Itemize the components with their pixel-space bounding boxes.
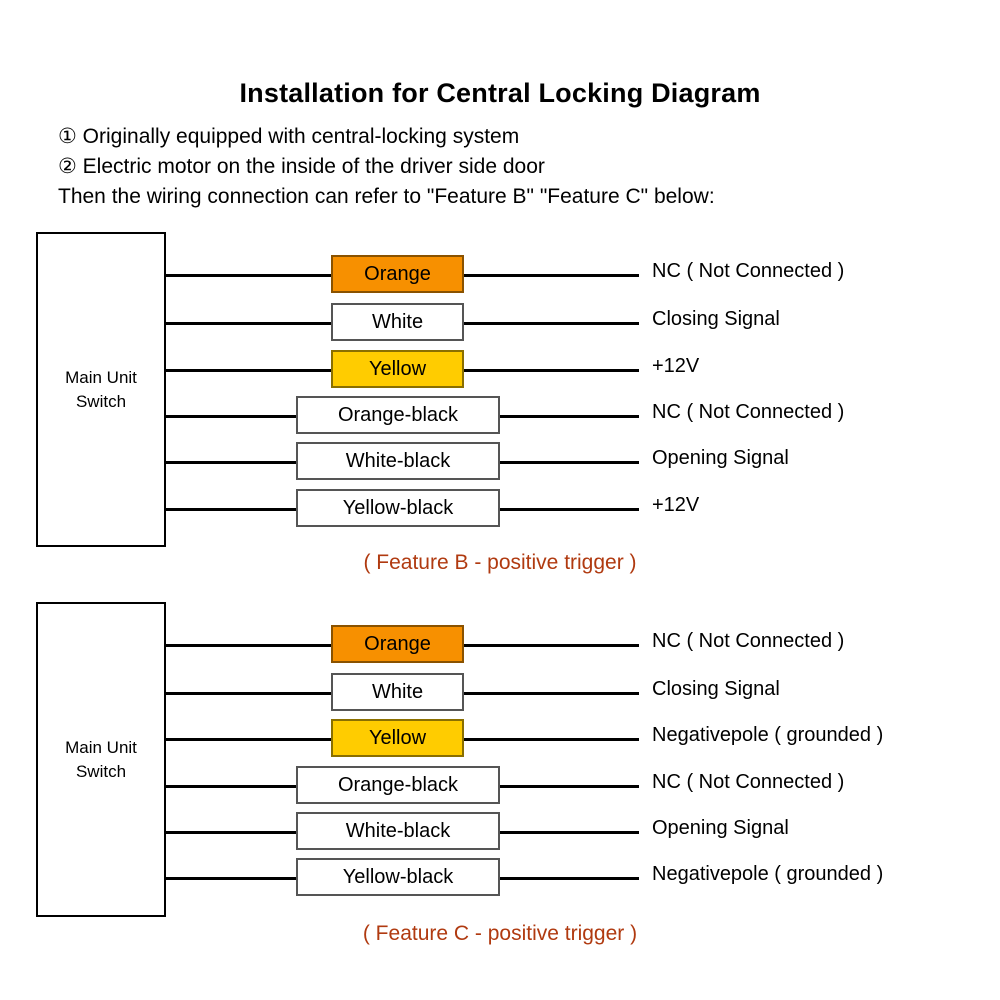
wire-label-yellow: Yellow bbox=[331, 350, 464, 388]
notes-block bbox=[58, 122, 978, 212]
wire-function-text: Closing Signal bbox=[652, 308, 780, 330]
wire-line-left bbox=[166, 508, 296, 511]
wire-line-right bbox=[500, 415, 639, 418]
caption-feature-c: ( Feature C - positive trigger ) bbox=[362, 922, 638, 945]
main-unit-label-line1: Main Unit bbox=[65, 737, 137, 757]
note-line bbox=[58, 182, 978, 212]
wire-function-text: NC ( Not Connected ) bbox=[652, 771, 845, 793]
wire-line-left bbox=[166, 415, 296, 418]
wire-function-text: NC ( Not Connected ) bbox=[652, 401, 845, 423]
wire-line-right bbox=[464, 369, 639, 372]
wire-line-left bbox=[166, 322, 331, 325]
wire-line-right bbox=[464, 738, 639, 741]
wire-function-text: Opening Signal bbox=[652, 447, 789, 469]
wire-label-white: White bbox=[331, 303, 464, 341]
wire-label-yellow-black: Yellow-black bbox=[296, 858, 500, 896]
wire-label-white-black: White-black bbox=[296, 442, 500, 480]
note-text-3: Then the wiring connection can refer to "Feature B" "Feature C" below: bbox=[58, 185, 715, 208]
wire-function-text: NC ( Not Connected ) bbox=[652, 260, 845, 282]
wire-line-right bbox=[464, 692, 639, 695]
wire-line-right bbox=[500, 508, 639, 511]
wire-label-white-black: White-black bbox=[296, 812, 500, 850]
wire-label-orange-black: Orange-black bbox=[296, 396, 500, 434]
wire-row bbox=[0, 350, 1000, 388]
wire-label-orange: Orange bbox=[331, 625, 464, 663]
note-marker-2: ② bbox=[58, 155, 77, 178]
wire-line-left bbox=[166, 692, 331, 695]
wire-line-right bbox=[500, 785, 639, 788]
wire-line-right bbox=[500, 461, 639, 464]
note-line bbox=[58, 122, 978, 152]
wire-line-left bbox=[166, 644, 331, 647]
wire-function-text: Negativepole ( grounded ) bbox=[652, 863, 884, 885]
page-title: Installation for Central Locking Diagram bbox=[239, 78, 761, 108]
wire-function-text: +12V bbox=[652, 355, 700, 377]
wire-row bbox=[0, 442, 1000, 480]
wire-line-right bbox=[464, 644, 639, 647]
wire-line-left bbox=[166, 274, 331, 277]
wire-row bbox=[0, 719, 1000, 757]
wire-row bbox=[0, 255, 1000, 293]
main-unit-label-line2: Switch bbox=[75, 391, 127, 411]
wire-label-yellow: Yellow bbox=[331, 719, 464, 757]
wire-line-right bbox=[500, 831, 639, 834]
wire-line-right bbox=[464, 322, 639, 325]
wire-line-left bbox=[166, 369, 331, 372]
wire-line-right bbox=[500, 877, 639, 880]
main-unit-label-line2: Switch bbox=[75, 761, 127, 781]
wire-row bbox=[0, 858, 1000, 896]
wire-line-left bbox=[166, 877, 296, 880]
caption-feature-b: ( Feature B - positive trigger ) bbox=[363, 551, 637, 574]
note-line bbox=[58, 152, 978, 182]
note-text-1: Originally equipped with central-locking system bbox=[82, 125, 520, 148]
wire-line-left bbox=[166, 831, 296, 834]
wire-label-orange-black: Orange-black bbox=[296, 766, 500, 804]
wire-function-text: Opening Signal bbox=[652, 817, 789, 839]
wire-row bbox=[0, 303, 1000, 341]
wire-line-left bbox=[166, 461, 296, 464]
wire-row bbox=[0, 489, 1000, 527]
wire-row bbox=[0, 766, 1000, 804]
wire-line-left bbox=[166, 738, 331, 741]
wire-function-text: +12V bbox=[652, 494, 700, 516]
note-text-2: Electric motor on the inside of the driver side door bbox=[82, 155, 545, 178]
wire-row bbox=[0, 812, 1000, 850]
wire-function-text: Negativepole ( grounded ) bbox=[652, 724, 884, 746]
wire-line-left bbox=[166, 785, 296, 788]
wire-row bbox=[0, 625, 1000, 663]
wire-label-orange: Orange bbox=[331, 255, 464, 293]
wire-row bbox=[0, 396, 1000, 434]
wire-label-white: White bbox=[331, 673, 464, 711]
wire-line-right bbox=[464, 274, 639, 277]
wire-function-text: Closing Signal bbox=[652, 678, 780, 700]
main-unit-label-line1: Main Unit bbox=[65, 367, 137, 387]
note-marker-1: ① bbox=[58, 125, 77, 148]
wire-label-yellow-black: Yellow-black bbox=[296, 489, 500, 527]
wire-function-text: NC ( Not Connected ) bbox=[652, 630, 845, 652]
wire-row bbox=[0, 673, 1000, 711]
